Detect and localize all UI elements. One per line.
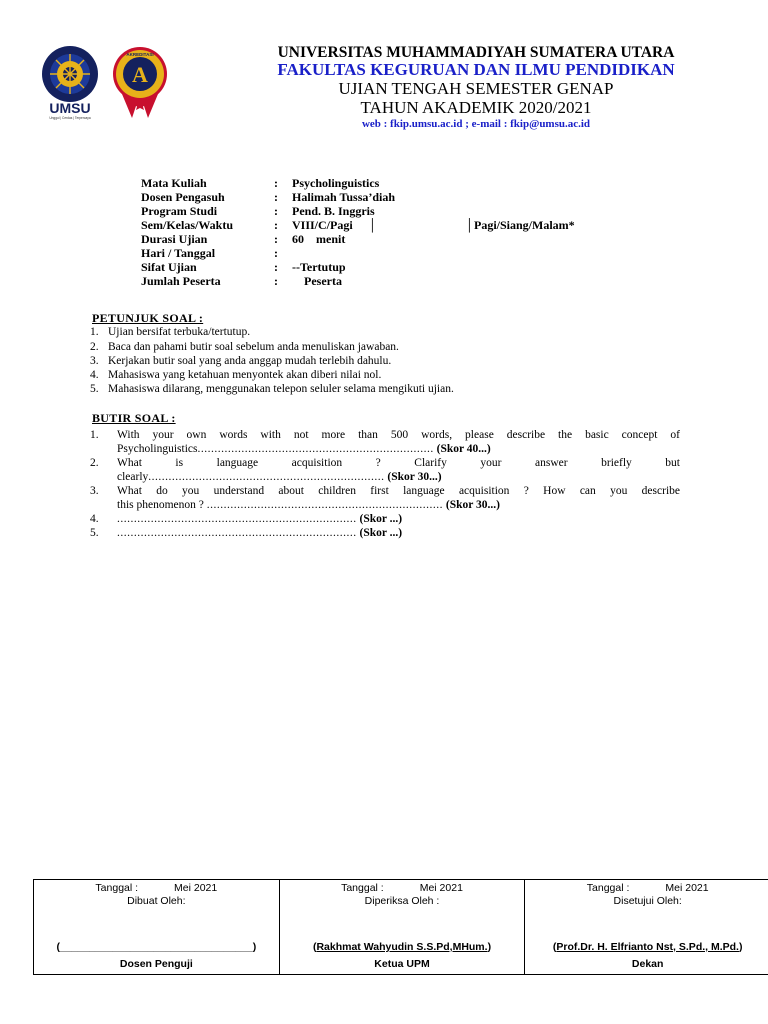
signature-table	[33, 879, 768, 975]
signer-name: (_________________________________)	[56, 941, 257, 953]
info-label: Program Studi	[141, 204, 218, 218]
svg-text:AKREDITASI: AKREDITASI	[126, 52, 154, 57]
butir-title: BUTIR SOAL :	[92, 411, 176, 425]
info-label: Jumlah Peserta	[141, 274, 221, 288]
exam-title: UJIAN TENGAH SEMESTER GENAP	[338, 79, 614, 98]
svg-text:UMSU: UMSU	[49, 100, 91, 116]
list-item: 5. Mahasiswa dilarang, menggunakan telepon seluler selama mengikuti ujian.	[90, 383, 454, 395]
umsu-logo	[36, 44, 104, 120]
signer-name: (Prof.Dr. H. Elfrianto Nst, S.Pd., M.Pd.)	[552, 941, 743, 953]
info-label: Hari / Tanggal	[141, 246, 216, 260]
info-row: Sem/Kelas/Waktu : VIII/C/Pagi │ │ Pagi/Siang/Malam*	[141, 218, 575, 232]
faculty-name: FAKULTAS KEGURUAN DAN ILMU PENDIDIKAN	[277, 60, 675, 79]
signature-column: Tanggal : Mei 2021 Diperiksa Oleh : (Rakhmat Wahyudin S.S.Pd,MHum.) Ketua UPM	[280, 880, 526, 974]
info-value: Psycholinguistics	[292, 176, 380, 190]
university-name: UNIVERSITAS MUHAMMADIYAH SUMATERA UTARA	[277, 44, 675, 61]
info-value: VIII/C/Pagi	[292, 218, 353, 232]
info-label: Dosen Pengasuh	[141, 190, 225, 204]
question-item: 2. What is language acquisition ? Clarify your answer briefly but clearly...................................................................... (Skor 30...)	[90, 457, 680, 483]
signature-column: Tanggal : Mei 2021 Disetujui Oleh: (Prof.Dr. H. Elfrianto Nst, S.Pd., M.Pd.) Dekan	[525, 880, 768, 974]
petunjuk-title: PETUNJUK SOAL :	[92, 311, 204, 325]
signer-role: Ketua UPM	[374, 958, 430, 970]
info-value: --Tertutup	[292, 260, 346, 274]
question-item: 4. ....................................................................... (Skor ...)	[90, 513, 403, 525]
info-extra: Pagi/Siang/Malam*	[474, 218, 575, 232]
list-item: 3. Kerjakan butir soal yang anda anggap mudah terlebih dahulu.	[90, 355, 392, 367]
signer-role: Dosen Penguji	[119, 958, 193, 970]
academic-year: TAHUN AKADEMIK 2020/2021	[360, 98, 592, 117]
info-label: Sifat Ujian	[141, 260, 197, 274]
contact-info: web : fkip.umsu.ac.id ; e-mail : fkip@umsu.ac.id	[361, 118, 591, 130]
list-item: 2. Baca dan pahami butir soal sebelum anda menuliskan jawaban.	[90, 341, 399, 353]
question-item: 3. What do you understand about children first language acquisition ? How can you describe this phenomenon ? ...................................................................... (Skor 30...)	[90, 485, 680, 511]
akreditasi-logo	[108, 44, 172, 120]
signature-column: Tanggal : Mei 2021 Dibuat Oleh: (_________________________________) Dosen Penguji	[34, 880, 280, 974]
list-item: 1. Ujian bersifat terbuka/tertutup.	[90, 326, 251, 338]
info-label: Mata Kuliah	[141, 176, 207, 190]
signer-role: Dekan	[631, 958, 664, 970]
info-label: Sem/Kelas/Waktu	[141, 218, 234, 232]
svg-text:A: A	[132, 62, 148, 87]
svg-text:Unggul | Cerdas | Terpercaya: Unggul | Cerdas | Terpercaya	[49, 116, 91, 120]
question-item: 5. ....................................................................... (Skor ...)	[90, 527, 403, 539]
info-value: Halimah Tussa’diah	[292, 190, 396, 204]
info-value: 60 menit	[292, 232, 346, 246]
info-label: Durasi Ujian	[141, 232, 208, 246]
signer-name: (Rakhmat Wahyudin S.S.Pd,MHum.)	[312, 941, 492, 953]
question-item: 1. With your own words with not more than 500 words, please describe the basic concept of Psycholinguistics...................................................................... (Skor 40...)	[90, 429, 680, 455]
list-item: 4. Mahasiswa yang ketahuan menyontek akan diberi nilai nol.	[90, 369, 382, 381]
info-value: Peserta	[292, 274, 342, 288]
info-value: Pend. B. Inggris	[292, 204, 375, 218]
